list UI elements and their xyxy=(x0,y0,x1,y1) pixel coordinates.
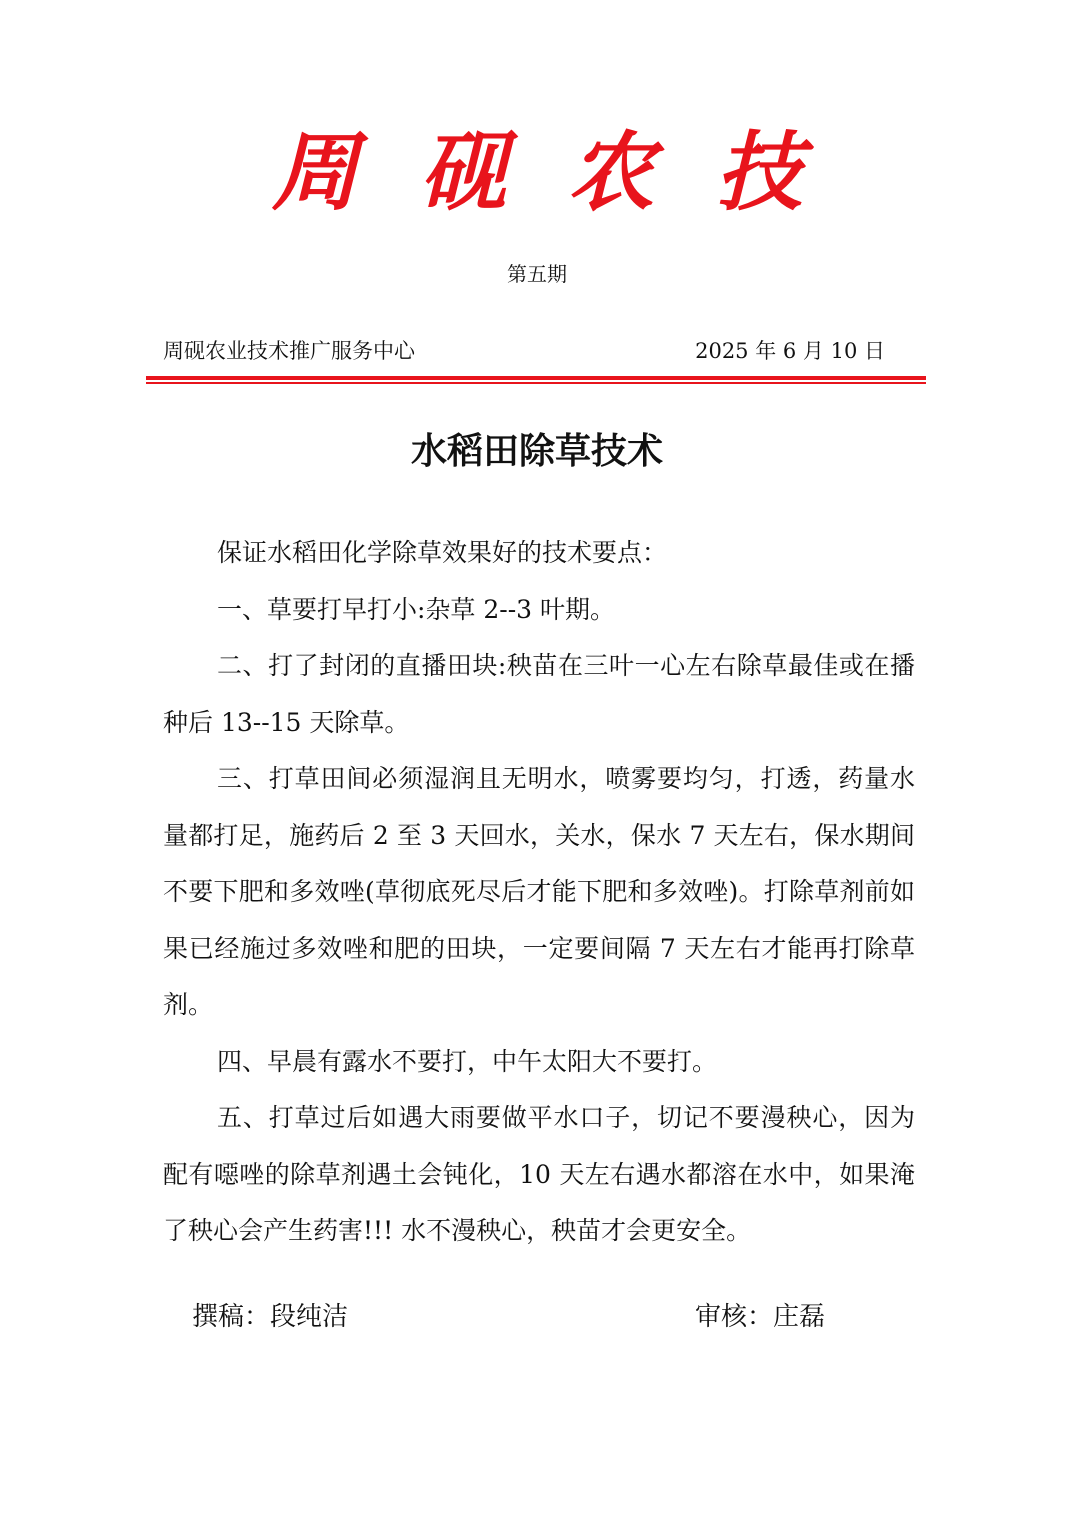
reviewer-label: 审核： xyxy=(695,1302,774,1332)
article-paragraph: 五、打草过后如遇大雨要做平水口子，切记不要漫秧心，因为配有噁唑的除草剂遇土会钝化，10 天左右遇水都溶在水中，如果淹了秧心会产生药害!!! 水不漫秧心，秧苗才会更安全。 xyxy=(163,1103,915,1245)
masthead-char: 周 xyxy=(272,122,358,223)
article-paragraph: 保证水稻田化学除草效果好的技术要点： xyxy=(217,538,668,567)
header-divider-thin xyxy=(146,382,926,384)
author-name: 段纯洁 xyxy=(270,1302,349,1332)
article-title: 水稻田除草技术 xyxy=(410,431,663,472)
article-paragraph: 四、早晨有露水不要打，中午太阳大不要打。 xyxy=(217,1046,718,1076)
issue-number: 第五期 xyxy=(507,262,567,286)
masthead-char: 砚 xyxy=(420,122,506,223)
organization-name: 周砚农业技术推广服务中心 xyxy=(163,339,415,363)
masthead-char: 农 xyxy=(568,122,654,223)
article-body xyxy=(163,525,915,1260)
article-paragraph: 三、打草田间必须湿润且无明水，喷雾要均匀，打透，药量水量都打足，施药后 2 至 3 天回水，关水，保水 7 天左右，保水期间不要下肥和多效唑(草彻底死尽后才能下肥和多效唑)。打除草剂前如果已经施过多效唑和肥的田块，一定要间隔 7 天左右才能再打除草剂。 xyxy=(163,764,915,1019)
reviewer-byline xyxy=(695,1292,825,1342)
author-byline xyxy=(192,1292,348,1342)
article-paragraph: 二、打了封闭的直播田块:秧苗在三叶一心左右除草最佳或在播种后 13--15 天除草。 xyxy=(163,651,915,737)
masthead-char: 技 xyxy=(716,122,802,223)
publish-date: 2025 年 6 月 10 日 xyxy=(695,339,885,363)
article-paragraph: 一、草要打早打小:杂草 2--3 叶期。 xyxy=(217,594,616,624)
header-row xyxy=(163,336,885,366)
author-label: 撰稿： xyxy=(192,1302,271,1332)
header-divider-thick xyxy=(146,376,926,380)
reviewer-name: 庄磊 xyxy=(773,1302,826,1332)
masthead-title xyxy=(0,118,1074,228)
